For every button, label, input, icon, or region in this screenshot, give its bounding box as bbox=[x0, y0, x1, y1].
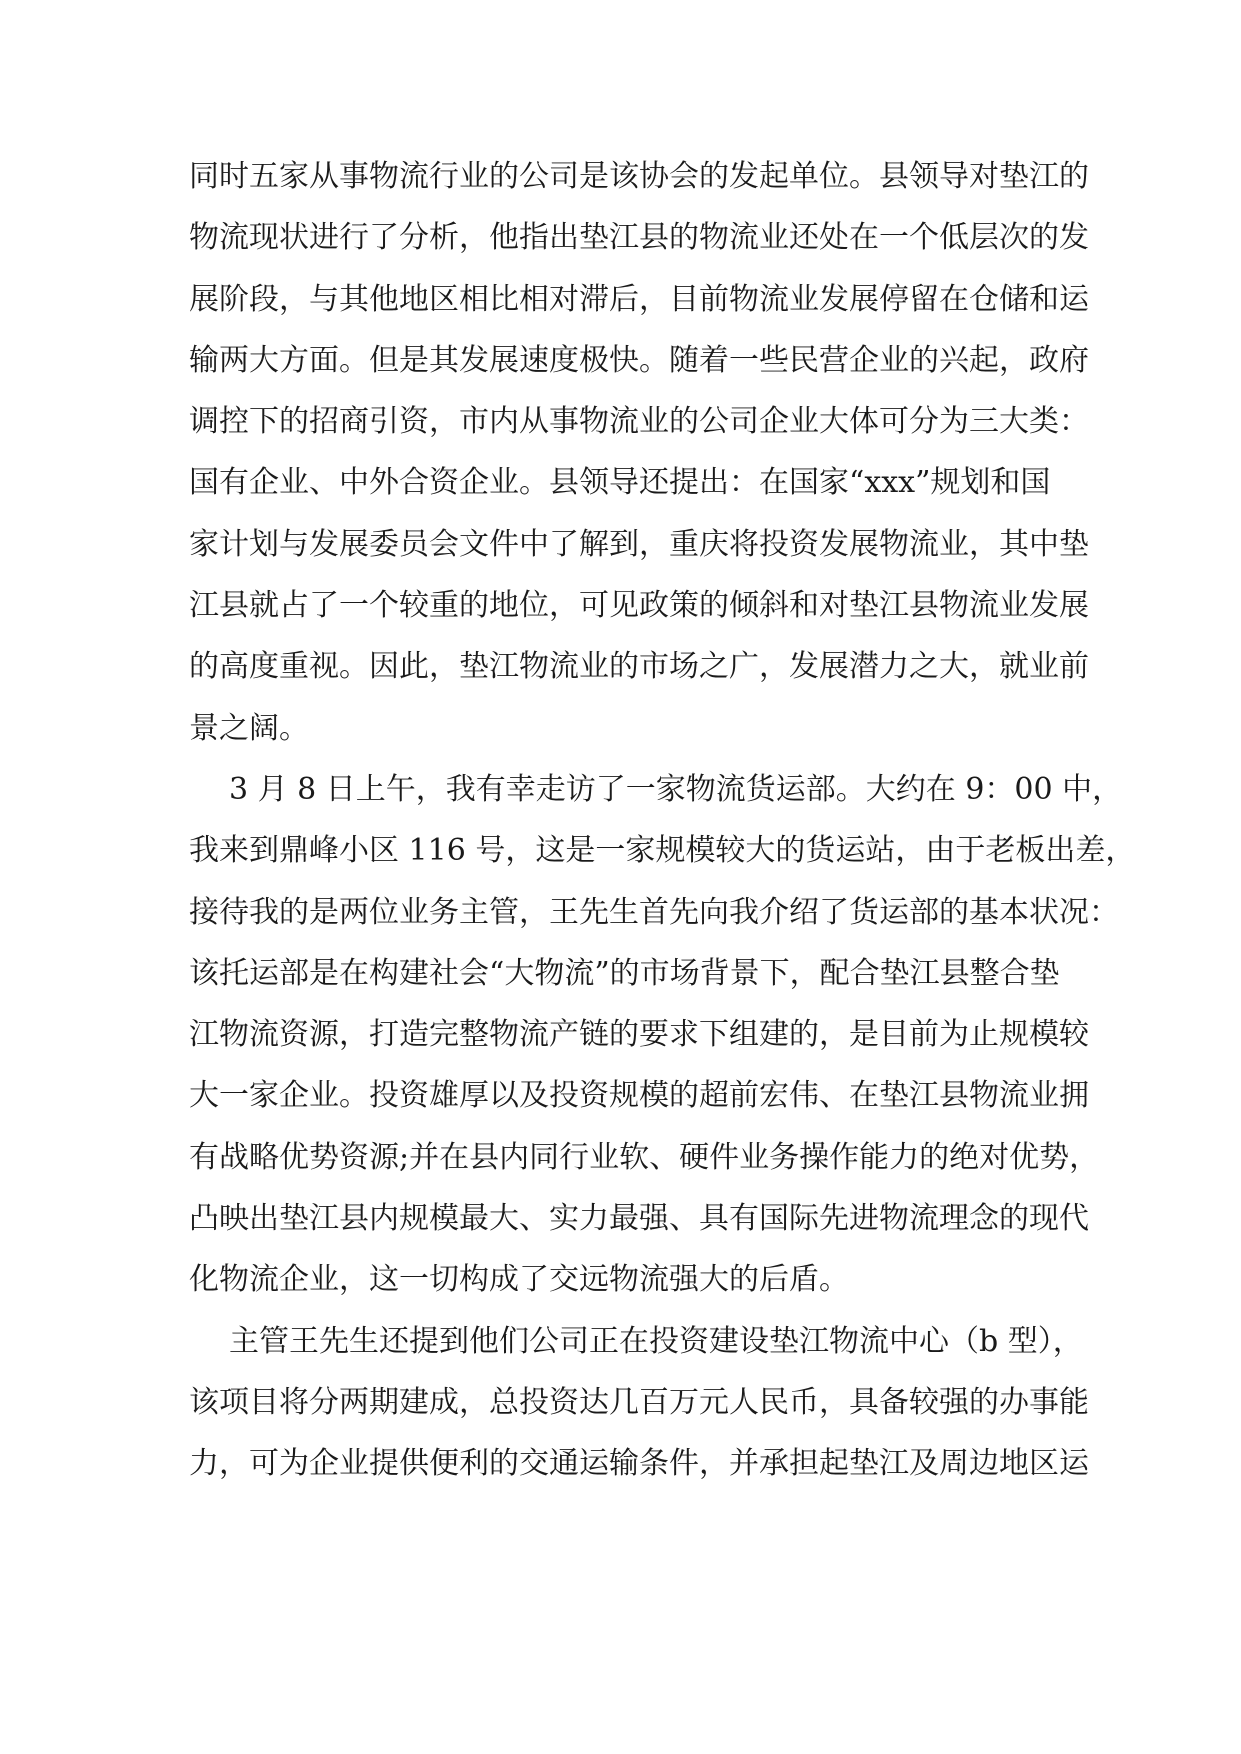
text-line: 凸映出垫江县内规模最大、实力最强、具有国际先进物流理念的现代 bbox=[189, 1201, 1089, 1237]
text-line: 该托运部是在构建社会“大物流”的市场背景下，配合垫江县整合垫 bbox=[189, 955, 1060, 991]
text-line: 接待我的是两位业务主管，王先生首先向我介绍了货运部的基本状况： bbox=[189, 894, 1119, 930]
text-line: 国有企业、中外合资企业。县领导还提出：在国家“xxx”规划和国 bbox=[189, 465, 1051, 501]
text-line: 的高度重视。因此，垫江物流业的市场之广，发展潜力之大，就业前 bbox=[189, 649, 1089, 685]
text-line: 主管王先生还提到他们公司正在投资建设垫江物流中心（b 型）， bbox=[229, 1323, 1083, 1359]
text-line: 展阶段，与其他地区相比相对滞后，目前物流业发展停留在仓储和运 bbox=[189, 281, 1089, 317]
body-text bbox=[189, 155, 1136, 1504]
text-line: 我来到鼎峰小区 116 号，这是一家规模较大的货运站，由于老板出差， bbox=[189, 833, 1136, 869]
text-line: 江物流资源，打造完整物流产链的要求下组建的，是目前为止规模较 bbox=[189, 1017, 1089, 1053]
text-line: 调控下的招商引资，市内从事物流业的公司企业大体可分为三大类： bbox=[189, 404, 1089, 440]
text-line: 有战略优势资源;并在县内同行业软、硬件业务操作能力的绝对优势， bbox=[189, 1139, 1100, 1175]
text-line: 大一家企业。投资雄厚以及投资规模的超前宏伟、在垫江县物流业拥 bbox=[189, 1078, 1089, 1114]
text-line: 输两大方面。但是其发展速度极快。随着一些民营企业的兴起，政府 bbox=[189, 342, 1089, 378]
text-line: 3 月 8 日上午，我有幸走访了一家物流货运部。大约在 9：00 中， bbox=[229, 771, 1123, 807]
text-line: 物流现状进行了分析，他指出垫江县的物流业还处在一个低层次的发 bbox=[189, 220, 1089, 256]
text-line: 景之阔。 bbox=[189, 710, 309, 746]
text-line: 力，可为企业提供便利的交通运输条件，并承担起垫江及周边地区运 bbox=[189, 1446, 1089, 1482]
text-line: 化物流企业，这一切构成了交远物流强大的后盾。 bbox=[189, 1262, 849, 1298]
text-line: 江县就占了一个较重的地位，可见政策的倾斜和对垫江县物流业发展 bbox=[189, 588, 1089, 624]
text-line: 家计划与发展委员会文件中了解到，重庆将投资发展物流业，其中垫 bbox=[189, 526, 1089, 562]
text-line: 该项目将分两期建成，总投资达几百万元人民币，具备较强的办事能 bbox=[189, 1384, 1089, 1420]
text-line: 同时五家从事物流行业的公司是该协会的发起单位。县领导对垫江的 bbox=[189, 159, 1089, 194]
